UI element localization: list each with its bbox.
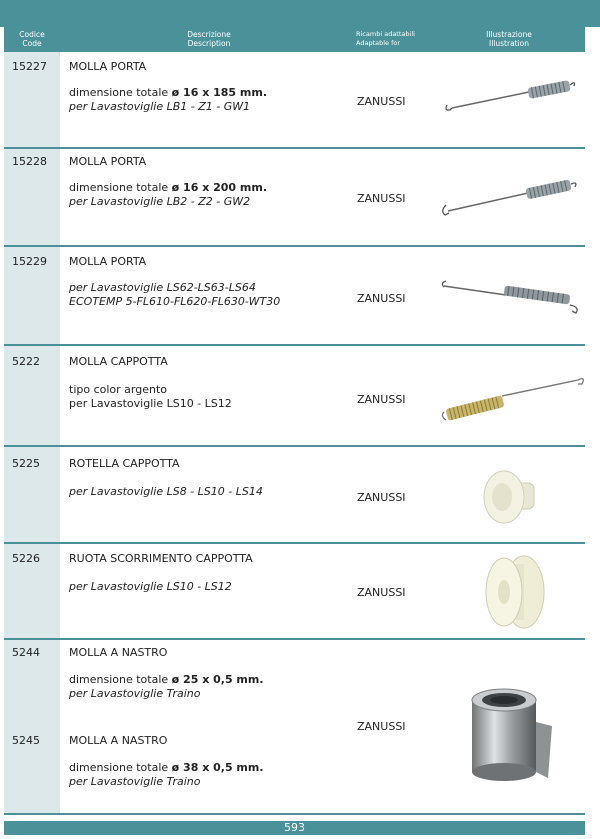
header-adaptable [356,30,436,48]
product-usage: per Lavastoviglie Traino [69,687,201,700]
product-title: MOLLA PORTA [69,155,147,168]
product-title: MOLLA PORTA [69,255,147,268]
adaptable-brand: ZANUSSI [357,95,406,108]
product-title: RUOTA SCORRIMENTO CAPPOTTA [69,552,253,565]
product-usage: per Lavastoviglie LS8 - LS10 - LS14 [69,485,263,498]
product-code: 15228 [12,155,47,168]
adaptable-brand: ZANUSSI [357,292,406,305]
spring-icon [440,175,580,220]
header-ill-it: Illustrazione [486,30,532,39]
product-title: MOLLA A NASTRO [69,734,168,747]
ribbon-spring-icon [466,682,558,782]
header-fit-it: Ricambi adattabili [356,30,415,38]
table-row [4,447,585,544]
product-color: tipo color argento [69,383,167,396]
product-code: 5225 [12,457,40,470]
header-desc-en: Description [187,39,231,48]
product-title: MOLLA A NASTRO [69,646,168,659]
product-code: 5222 [12,355,40,368]
table-row [4,52,585,149]
adaptable-brand: ZANUSSI [357,720,406,733]
product-usage: per Lavastoviglie LB2 - Z2 - GW2 [69,195,251,208]
header-code-it: Codice [19,30,45,39]
product-usage: per Lavastoviglie LS62-LS63-LS64 [69,281,256,294]
product-code: 5245 [12,734,40,747]
table-row [4,346,585,447]
header-ill-en: Illustration [488,39,530,48]
spring-icon [438,277,588,322]
top-bar [0,0,600,27]
header-desc-it: Descrizione [187,30,231,39]
table-row [4,149,585,247]
product-usage: per Lavastoviglie LS10 - LS12 [69,580,232,593]
gold-spring-icon [438,372,588,424]
header-illustration [444,30,574,48]
product-dimensions: dimensione totale ø 38 x 0,5 mm. [69,761,264,774]
pulley-wheel-icon [482,550,548,634]
adaptable-brand: ZANUSSI [357,586,406,599]
code-column [4,640,60,815]
header-description [64,30,354,48]
product-title: MOLLA PORTA [69,60,147,73]
table-row [4,640,585,815]
product-title: ROTELLA CAPPOTTA [69,457,180,470]
roller-icon [476,467,546,529]
spring-icon [444,77,579,115]
adaptable-brand: ZANUSSI [357,393,406,406]
header-fit-en: Adaptable for [356,39,401,47]
table-row [4,544,585,640]
header-code [4,30,60,48]
product-usage-models: ECOTEMP 5-FL610-FL620-FL630-WT30 [69,295,281,308]
product-usage: per Lavastoviglie Traino [69,775,201,788]
header-code-en: Code [22,39,42,48]
product-code: 5244 [12,646,40,659]
product-dimensions: dimensione totale ø 16 x 185 mm. [69,86,268,99]
page-number: 593 [4,821,585,835]
product-code: 5226 [12,552,40,565]
product-usage: per Lavastoviglie LS10 - LS12 [69,397,232,410]
adaptable-brand: ZANUSSI [357,491,406,504]
product-title: MOLLA CAPPOTTA [69,355,168,368]
product-dimensions: dimensione totale ø 16 x 200 mm. [69,181,268,194]
product-code: 15229 [12,255,47,268]
table-row [4,247,585,346]
product-code: 15227 [12,60,47,73]
product-usage: per Lavastoviglie LB1 - Z1 - GW1 [69,100,251,113]
table-header [4,27,585,52]
product-dimensions: dimensione totale ø 25 x 0,5 mm. [69,673,264,686]
adaptable-brand: ZANUSSI [357,192,406,205]
row-separator [4,813,585,815]
